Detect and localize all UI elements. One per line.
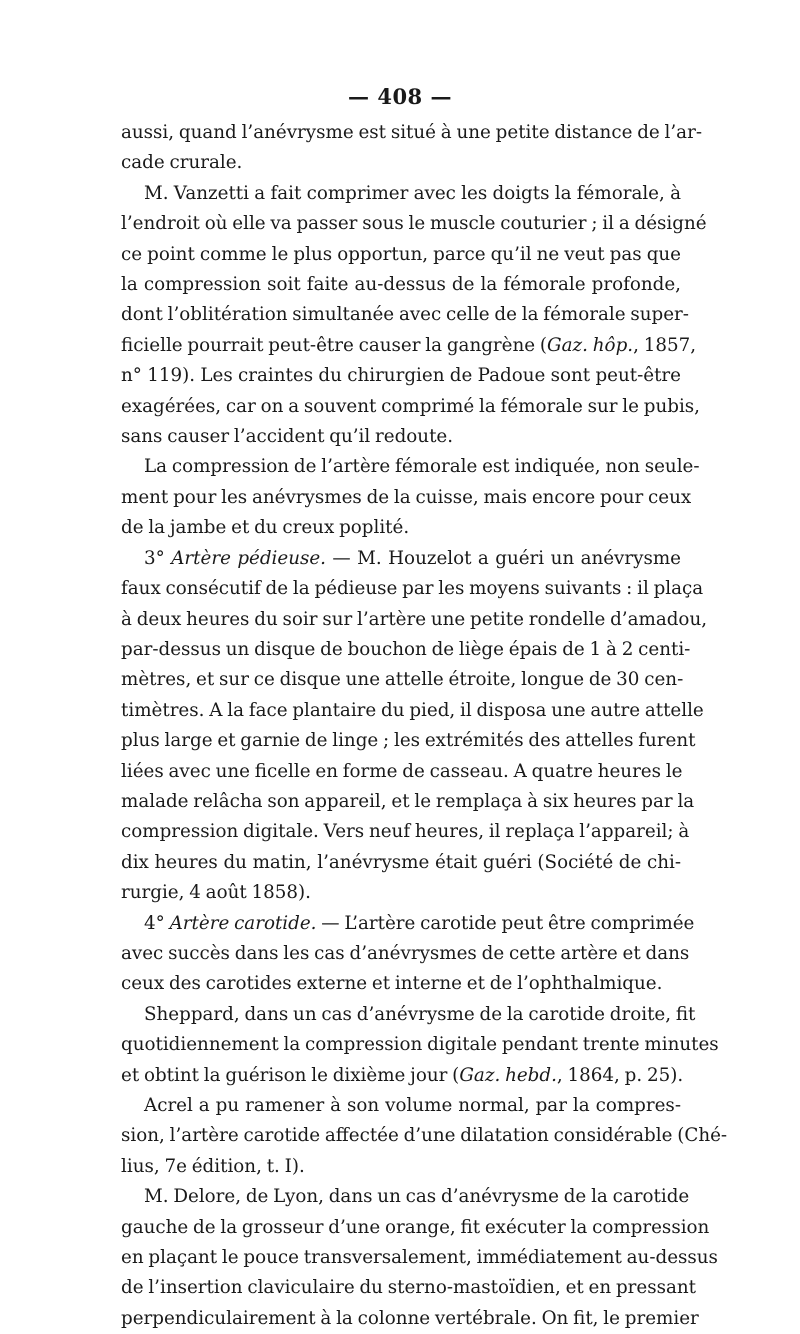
text-line: La compression de l’artère fémorale est indiquée, non seule- [144,456,700,478]
text-line: de la jambe et du creux poplité. [121,517,410,539]
text-line: Sheppard, dans un cas d’anévrysme de la carotide droite, fit [144,1003,696,1025]
text-line: avec succès dans les cas d’anévrysmes de cette artère et dans [121,942,690,964]
italic-text: Gaz. hôp. [547,334,634,356]
text-line: lius, 7e édition, t. I). [121,1155,305,1177]
text-line: ment pour les anévrysmes de la cuisse, mais encore pour ceux [121,486,692,508]
text-line: la compression soit faite au-dessus de la fémorale profonde, [121,274,681,296]
paragraph [121,544,708,909]
text-segment: , 1864, p. 25). [556,1064,684,1086]
italic-text: Artère pédieuse. [171,547,326,569]
text-line [121,1061,684,1091]
text-line: rurgie, 4 août 1858). [121,882,311,904]
text-segment: — L’artère carotide peut être comprimée [316,912,695,934]
text-line: quotidiennement la compression digitale pendant trente minutes [121,1034,719,1056]
text-line: l’endroit où elle va passer sous le muscle couturier ; il a désigné [121,213,707,235]
paragraph [121,1182,718,1334]
text-line: M. Vanzetti a fait comprimer avec les doigts la fémorale, à [144,182,681,204]
text-line: faux consécutif de la pédieuse par les moyens suivants : il plaça [121,578,704,600]
text-line: par-dessus un disque de bouchon de liège épais de 1 à 2 centi- [121,638,691,660]
text-segment: 4° [144,912,170,934]
italic-text: Artère carotide. [169,912,317,934]
paragraph [121,179,707,453]
paragraph [121,909,695,1000]
text-line: de l’insertion claviculaire du sterno-mastoïdien, et en pressant [121,1277,697,1299]
text-line [121,909,695,939]
text-line [121,331,697,361]
text-line: dix heures du matin, l’anévrysme était guéri (Société de chi- [121,851,681,873]
text-line: sans causer l’accident qu’il redoute. [121,426,454,448]
text-line: n° 119). Les craintes du chirurgien de Padoue sont peut-être [121,365,681,387]
paragraph [121,1091,728,1182]
text-line: perpendiculairement à la colonne vertébrale. On fit, le premier [121,1307,699,1329]
italic-text: Gaz. hebd. [459,1064,557,1086]
text-line: aussi, quand l’anévrysme est situé à une petite distance de l’ar- [121,122,702,143]
text-line: dont l’oblitération simultanée avec celle de la fémorale super- [121,304,689,326]
text-segment: — M. Houzelot a guéri un anévrysme [326,547,681,569]
paragraph [121,118,702,179]
text-line: sion, l’artère carotide affectée d’une dilatation considérable (Ché- [121,1125,728,1147]
text-segment: , 1857, [633,334,697,356]
paragraph [121,1000,719,1091]
text-line: Acrel a pu ramener à son volume normal, par la compres- [144,1095,681,1116]
text-line: gauche de la grosseur d’une orange, fit exécuter la compression [121,1216,710,1238]
text-line: en plaçant le pouce transversalement, immédiatement au-dessus [121,1247,718,1269]
text-line: exagérées, car on a souvent comprimé la fémorale sur le pubis, [121,395,700,417]
text-line: ceux des carotides externe et interne et de l’ophthalmique. [121,973,663,995]
paragraph [121,452,700,543]
body-text [121,118,728,1334]
text-segment: 3° [144,547,172,569]
text-line: plus large et garnie de linge ; les extrémités des attelles furent [121,730,696,752]
text-line: timètres. A la face plantaire du pied, il disposa une autre attelle [121,699,704,721]
text-segment: ficielle pourrait peut-être causer la gangrène ( [121,334,548,356]
text-line: malade relâcha son appareil, et le remplaça à six heures par la [121,790,695,812]
text-line: cade crurale. [121,152,243,174]
text-line: compression digitale. Vers neuf heures, il replaça l’appareil; à [121,821,690,843]
text-line [121,544,681,574]
page-number: — 408 — [348,84,452,109]
text-line: ce point comme le plus opportun, parce qu’il ne veut pas que [121,243,681,265]
text-line: M. Delore, de Lyon, dans un cas d’anévrysme de la carotide [144,1186,690,1208]
text-line: à deux heures du soir sur l’artère une petite rondelle d’amadou, [121,608,708,630]
text-line: liées avec une ficelle en forme de casseau. A quatre heures le [121,760,683,782]
text-line: mètres, et sur ce disque une attelle étroite, longue de 30 cen- [121,669,684,691]
text-segment: et obtint la guérison le dixième jour ( [121,1064,460,1086]
